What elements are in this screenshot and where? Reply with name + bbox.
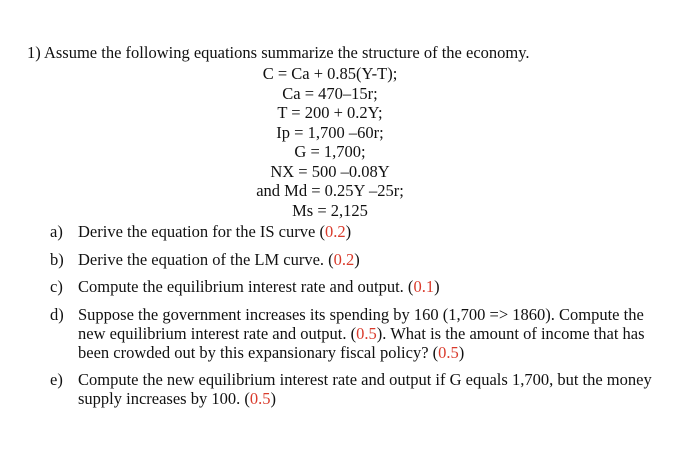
question-heading bbox=[27, 43, 530, 63]
equation-line: Ip = 1,700 –60r; bbox=[276, 122, 384, 142]
question-text-segment: ) bbox=[345, 222, 352, 241]
question-text-segment: ) bbox=[458, 342, 465, 362]
points-value: 0.1 bbox=[413, 277, 435, 296]
sub-question-b bbox=[50, 250, 660, 269]
question-text-segment: ) bbox=[354, 249, 360, 269]
equation-line: G = 1,700; bbox=[294, 142, 366, 161]
sub-question-label: e) bbox=[50, 370, 63, 389]
equation-line: Ca = 470–15r; bbox=[282, 83, 378, 103]
question-number: 1) bbox=[27, 43, 41, 62]
question-text: Assume the following equations summarize the structure of the economy. bbox=[43, 43, 530, 62]
question-text-segment: ) bbox=[270, 389, 276, 408]
question-text-segment: Compute the equilibrium interest rate and output. ( bbox=[78, 277, 414, 296]
sub-question-text bbox=[78, 277, 660, 296]
sub-question-text bbox=[78, 305, 660, 362]
sub-question-d bbox=[50, 305, 660, 362]
sub-question-text bbox=[78, 370, 660, 408]
sub-question-label: d) bbox=[50, 304, 64, 324]
equation-line: T = 200 + 0.2Y; bbox=[277, 103, 383, 122]
question-text-segment: Compute the new equilibrium interest rate and output if G equals 1,700, but the money supply increases by 100. ( bbox=[78, 370, 652, 408]
points-value: 0.5 bbox=[249, 389, 271, 408]
sub-question-e bbox=[50, 370, 660, 408]
question-text-segment: ) bbox=[434, 277, 440, 296]
equation-line: NX = 500 –0.08Y bbox=[270, 161, 390, 181]
equation-list bbox=[0, 64, 660, 220]
sub-question-label: a) bbox=[50, 222, 63, 241]
sub-question-label: c) bbox=[50, 277, 63, 296]
equation-line: Ms = 2,125 bbox=[292, 200, 368, 220]
sub-question-list bbox=[50, 222, 660, 417]
sub-question-text bbox=[78, 250, 660, 269]
equation-line: C = Ca + 0.85(Y-T); bbox=[262, 64, 398, 83]
sub-question-c bbox=[50, 277, 660, 296]
question-text-segment: Derive the equation for the IS curve ( bbox=[78, 222, 325, 241]
points-value: 0.2 bbox=[324, 222, 346, 241]
points-value: 0.5 bbox=[438, 342, 459, 362]
points-value: 0.5 bbox=[356, 323, 377, 343]
sub-question-text bbox=[78, 222, 660, 241]
sub-question-label: b) bbox=[50, 249, 64, 269]
sub-question-a bbox=[50, 222, 660, 241]
equation-line: and Md = 0.25Y –25r; bbox=[256, 181, 404, 200]
question-text-segment: ). What is the amount of income that has been crowded out by this expansionary fiscal policy? ( bbox=[78, 323, 645, 362]
question-text-segment: Suppose the government increases its spending by 160 (1,700 => 1860). Compute the new equilibrium interest rate and output. ( bbox=[78, 304, 644, 343]
question-text-segment: Derive the equation of the LM curve. ( bbox=[78, 249, 334, 269]
points-value: 0.2 bbox=[333, 249, 355, 269]
